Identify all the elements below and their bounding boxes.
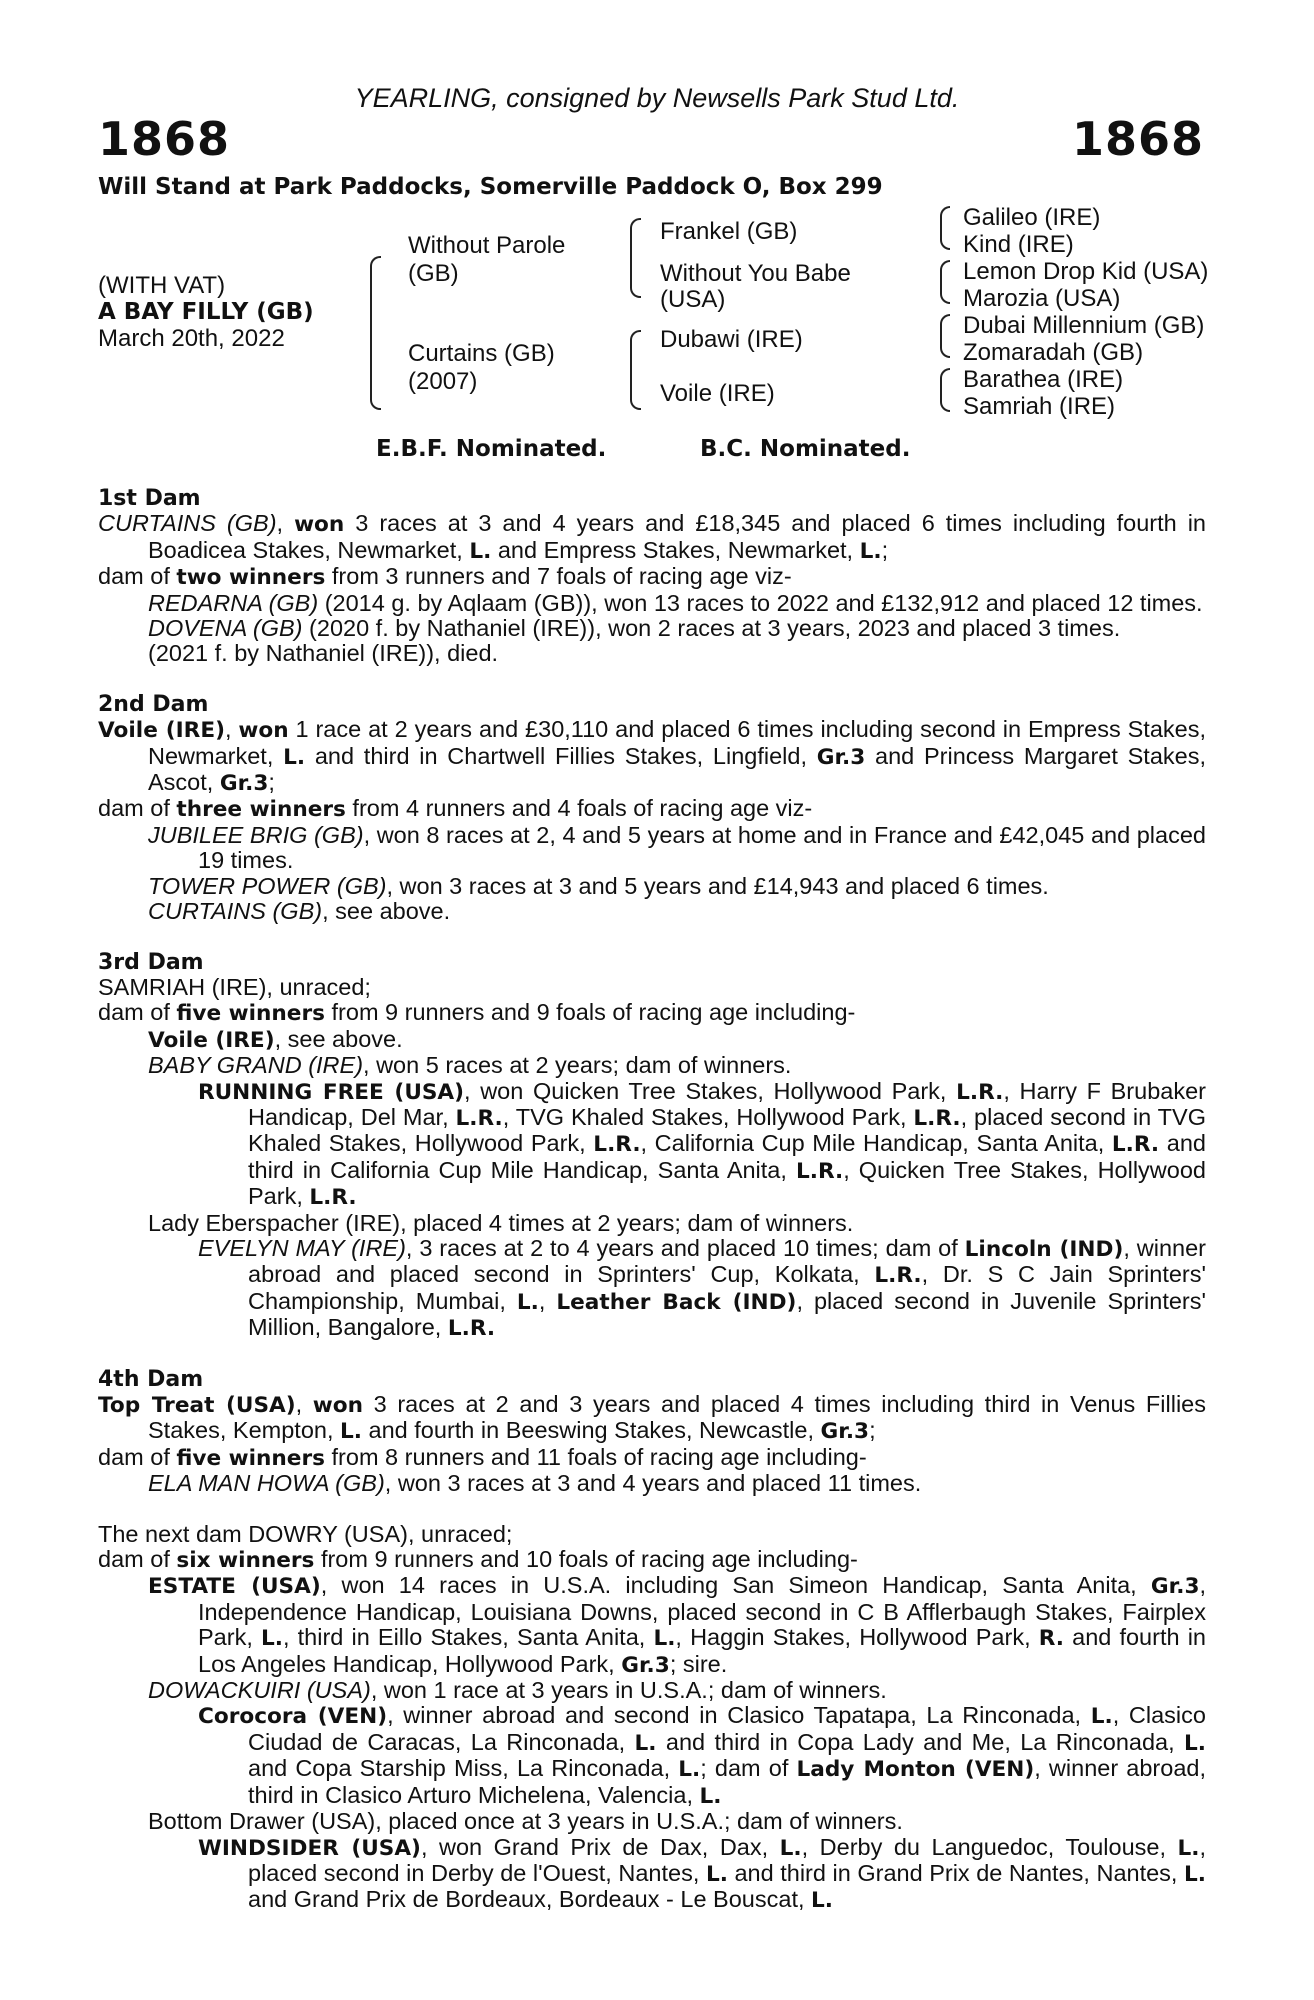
- pedigree-entry: dam of five winners from 9 runners and 9 foals of racing age including-: [98, 999, 856, 1027]
- pedigree-entry: WINDSIDER (USA), won Grand Prix de Dax, Dax, L., Derby du Languedoc, Toulouse, L., placed second in Derby de l'Ouest, Nantes, L. and third in Grand Prix de Nantes, Nantes, L. and Grand Prix de Bordeaux, Bordeaux - Le Bouscat, L.: [198, 1833, 1207, 1914]
- sire-sire: Frankel (GB): [660, 218, 798, 245]
- dam-section: [98, 486, 1206, 667]
- stabling-location: Will Stand at Park Paddocks, Somerville Paddock O, Box 299: [98, 174, 883, 200]
- horse-dob: March 20th, 2022: [98, 325, 285, 352]
- grandparent-3: Lemon Drop Kid (USA): [963, 258, 1209, 285]
- pedigree-brace-3c: [940, 314, 950, 358]
- pedigree-entry: dam of two winners from 3 runners and 7 foals of racing age viz-: [98, 563, 792, 591]
- grandparent-8: Samriah (IRE): [963, 393, 1116, 420]
- consignor-line: YEARLING, consigned by Newsells Park Stud Ltd.: [354, 83, 960, 113]
- pedigree-entry: dam of six winners from 9 runners and 10 foals of racing age including-: [98, 1546, 858, 1574]
- section-heading: 3rd Dam: [98, 949, 204, 975]
- pedigree-brace-3a: [940, 206, 950, 250]
- pedigree-entry: DOWACKUIRI (USA), won 1 race at 3 years in U.S.A.; dam of winners.: [148, 1677, 887, 1704]
- grandparent-2: Kind (IRE): [963, 231, 1074, 258]
- pedigree-entry: CURTAINS (GB), see above.: [148, 898, 451, 925]
- pedigree-entry: ESTATE (USA), won 14 races in U.S.A. including San Simeon Handicap, Santa Anita, Gr.3, Independence Handicap, Louisiana Downs, placed second in C B Afflerbaugh Stakes, Fairplex Park, L., third in Eillo Stakes, Santa Anita, L., Haggin Stakes, Hollywood Park, R. and fourth in Los Angeles Handicap, Hollywood Park, Gr.3; sire.: [148, 1572, 1207, 1678]
- pedigree-entry: CURTAINS (GB), won 3 races at 3 and 4 years and £18,345 and placed 6 times including fourth in Boadicea Stakes, Newmarket, L. and Empress Stakes, Newmarket, L.;: [98, 510, 1206, 564]
- pedigree-entry: REDARNA (GB) (2014 g. by Aqlaam (GB)), won 13 races to 2022 and £132,912 and placed 12 times.: [148, 589, 1203, 616]
- pedigree-entry: Lady Eberspacher (IRE), placed 4 times at 2 years; dam of winners.: [148, 1209, 854, 1236]
- pedigree-entry: SAMRIAH (IRE), unraced;: [98, 973, 371, 1000]
- lot-number-left: 1868: [98, 112, 231, 166]
- lot-number-right: 1868: [1071, 112, 1204, 166]
- pedigree-entry: DOVENA (GB) (2020 f. by Nathaniel (IRE)), won 2 races at 3 years, 2023 and placed 3 times.: [148, 615, 1121, 642]
- pedigree-entry: TOWER POWER (GB), won 3 races at 3 and 5 years and £14,943 and placed 6 times.: [148, 872, 1049, 899]
- grandparent-1: Galileo (IRE): [963, 204, 1101, 231]
- pedigree-notes: [98, 478, 1206, 1914]
- grandparent-5: Dubai Millennium (GB): [963, 312, 1205, 339]
- pedigree-entry: Voile (IRE), see above.: [148, 1025, 403, 1053]
- pedigree-entry: dam of five winners from 8 runners and 11 foals of racing age including-: [98, 1443, 867, 1471]
- bc-nomination: B.C. Nominated.: [700, 436, 911, 462]
- dam-section: [98, 692, 1206, 925]
- sire-dam-country: (USA): [660, 286, 726, 313]
- pedigree-brace-3d: [940, 368, 950, 412]
- horse-name: A BAY FILLY (GB): [98, 299, 314, 325]
- pedigree-entry: RUNNING FREE (USA), won Quicken Tree Stakes, Hollywood Park, L.R., Harry F Brubaker Handicap, Del Mar, L.R., TVG Khaled Stakes, Hollywood Park, L.R., placed second in TVG Khaled Stakes, Hollywood Park, L.R., California Cup Mile Handicap, Santa Anita, L.R. and third in California Cup Mile Handicap, Santa Anita, L.R., Quicken Tree Stakes, Hollywood Park, L.R.: [198, 1077, 1206, 1211]
- pedigree-entry: ELA MAN HOWA (GB), won 3 races at 3 and 4 years and placed 11 times.: [148, 1470, 922, 1497]
- pedigree-brace-1: [370, 256, 381, 410]
- dam-name: Curtains (GB): [408, 340, 555, 367]
- sire-name: Without Parole: [408, 232, 566, 259]
- ebf-nomination: E.B.F. Nominated.: [376, 436, 607, 462]
- pedigree-entry: JUBILEE BRIG (GB), won 8 races at 2, 4 and 5 years at home and in France and £42,045 and placed 19 times.: [148, 821, 1206, 874]
- dam-dam: Voile (IRE): [660, 380, 775, 407]
- section-heading: 2nd Dam: [98, 691, 209, 717]
- pedigree-entry: Bottom Drawer (USA), placed once at 3 years in U.S.A.; dam of winners.: [148, 1808, 903, 1835]
- pedigree-brace-2a: [630, 218, 641, 298]
- dam-section: [98, 950, 1206, 1342]
- grandparent-7: Barathea (IRE): [963, 366, 1124, 393]
- sire-country: (GB): [408, 260, 459, 287]
- pedigree-entry: BABY GRAND (IRE), won 5 races at 2 years; dam of winners.: [148, 1052, 792, 1079]
- pedigree-entry: Corocora (VEN), winner abroad and second in Clasico Tapatapa, La Rinconada, L., Clasico Ciudad de Caracas, La Rinconada, L. and third in Copa Lady and Me, La Rinconada, L. and Copa Starship Miss, La Rinconada, L.; dam of Lady Monton (VEN), winner abroad, third in Clasico Arturo Michelena, Valencia, L.: [198, 1702, 1206, 1809]
- pedigree-brace-3b: [940, 260, 950, 304]
- grandparent-4: Marozia (USA): [963, 285, 1121, 312]
- sire-dam-name: Without You Babe: [660, 260, 851, 287]
- pedigree-entry: EVELYN MAY (IRE), 3 races at 2 to 4 years and placed 10 times; dam of Lincoln (IND), winner abroad and placed second in Sprinters' Cup, Kolkata, L.R., Dr. S C Jain Sprinters' Championship, Mumbai, L., Leather Back (IND), placed second in Juvenile Sprinters' Million, Bangalore, L.R.: [198, 1234, 1206, 1342]
- dam-year: (2007): [408, 368, 478, 395]
- pedigree-entry: (2021 f. by Nathaniel (IRE)), died.: [148, 640, 499, 667]
- dam-section: [98, 1367, 1206, 1497]
- pedigree-entry: dam of three winners from 4 runners and 4 foals of racing age viz-: [98, 795, 813, 823]
- section-heading: 1st Dam: [98, 486, 201, 511]
- vat-note: (WITH VAT): [98, 272, 226, 299]
- dam-section: [98, 1522, 1206, 1914]
- pedigree-entry: Voile (IRE), won 1 race at 2 years and £30,110 and placed 6 times including second in Empress Stakes, Newmarket, L. and third in Chartwell Fillies Stakes, Lingfield, Gr.3 and Princess Margaret Stakes, Ascot, Gr.3;: [98, 716, 1206, 797]
- grandparent-6: Zomaradah (GB): [963, 339, 1144, 366]
- section-heading: 4th Dam: [98, 1366, 204, 1392]
- pedigree-entry: The next dam DOWRY (USA), unraced;: [98, 1520, 513, 1547]
- pedigree-entry: Top Treat (USA), won 3 races at 2 and 3 years and placed 4 times including third in Venus Fillies Stakes, Kempton, L. and fourth in Beeswing Stakes, Newcastle, Gr.3;: [98, 1391, 1206, 1445]
- dam-sire: Dubawi (IRE): [660, 326, 803, 353]
- pedigree-brace-2b: [630, 330, 641, 410]
